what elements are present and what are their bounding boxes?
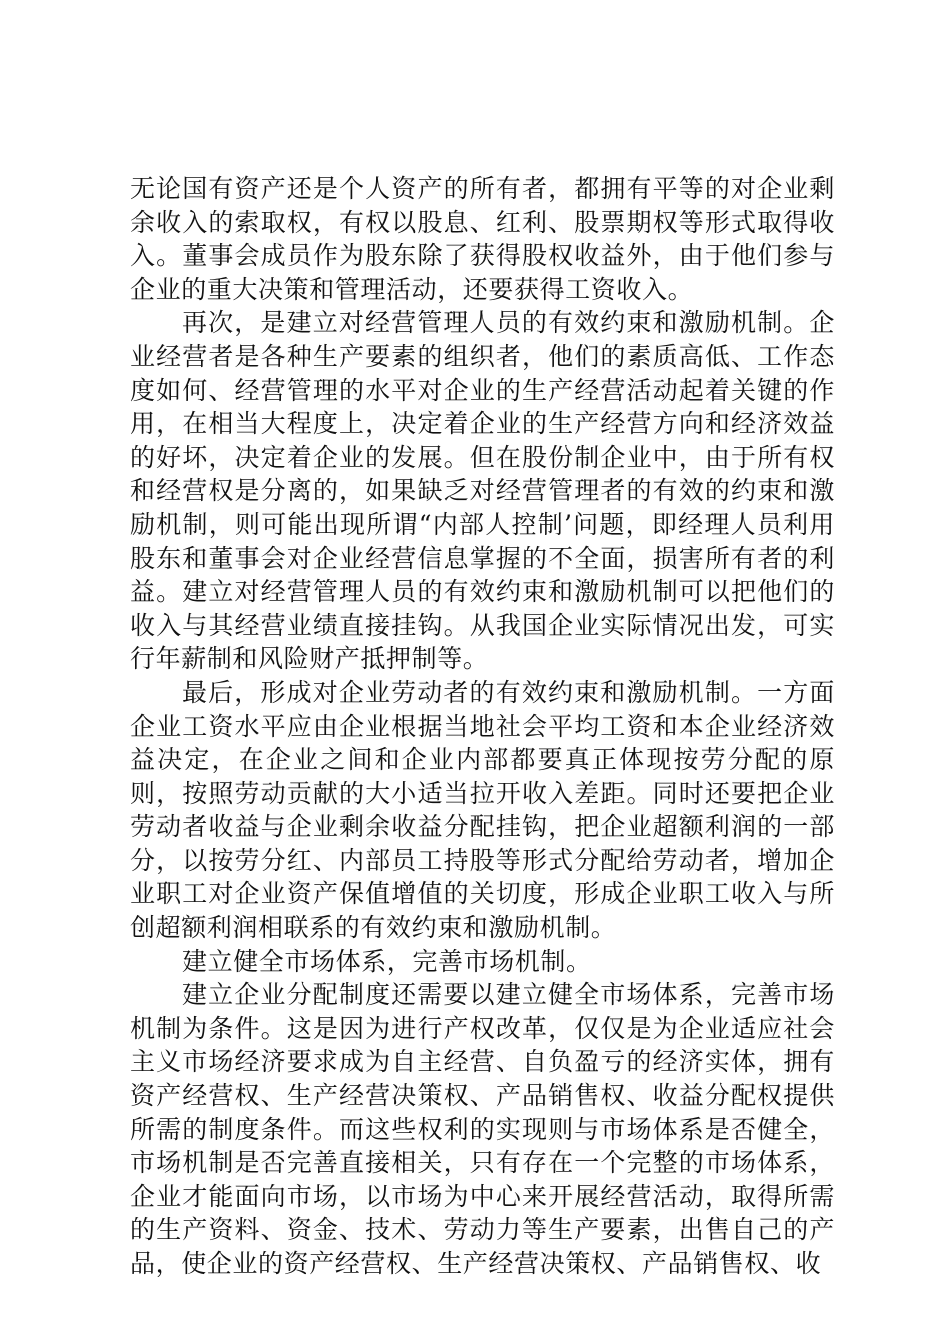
paragraph-market-mechanism: 建立企业分配制度还需要以建立健全市场体系，完善市场机制为条件。这是因为进行产权改革，仅仅是为企业适应社会主义市场经济要求成为自主经营、自负盈亏的经济实体，拥有资产经营权、生产经营决策权、产品销售权、收益分配权提供所需的制度条件。而这些权利的实现则与市场体系是否健全，市场机制是否完善直接相关，只有存在一个完整的市场体系，企业才能面向市场，以市场为中心来开展经营活动，取得所需的生产资料、资金、技术、劳动力等生产要素，出售自己的产品，使企业的资产经营权、生产经营决策权、产品销售权、收 <box>130 980 835 1278</box>
body-text <box>130 172 835 1281</box>
paragraph-continuation: 无论国有资产还是个人资产的所有者，都拥有平等的对企业剩余收入的索取权，有权以股息、红利、股票期权等形式取得收入。董事会成员作为股东除了获得股权收益外，由于他们参与企业的重大决策和管理活动，还要获得工资收入。 <box>130 174 835 304</box>
paragraph-manager-incentives: 再次，是建立对经营管理人员的有效约束和激励机制。企业经营者是各种生产要素的组织者，他们的素质高低、工作态度如何、经营管理的水平对企业的生产经营活动起着关键的作用，在相当大程度上，决定着企业的生产经营方向和经济效益的好坏，决定着企业的发展。但在股份制企业中，由于所有权和经营权是分离的，如果缺乏对经营管理者的有效的约束和激励机制，则可能出现所谓“内部人控制’问题，即经理人员利用股东和董事会对企业经营信息掌握的不全面，损害所有者的利益。建立对经营管理人员的有效约束和激励机制可以把他们的收入与其经营业绩直接挂钩。从我国企业实际情况出发，可实行年薪制和风险财产抵押制等。 <box>130 308 835 674</box>
paragraph-worker-incentives: 最后，形成对企业劳动者的有效约束和激励机制。一方面企业工资水平应由企业根据当地社会平均工资和本企业经济效益决定，在企业之间和企业内部都要真正体现按劳分配的原则，按照劳动贡献的大小适当拉开收入差距。同时还要把企业劳动者收益与企业剩余收益分配挂钩，把企业超额利润的一部分，以按劳分红、内部员工持股等形式分配给劳动者，增加企业职工对企业资产保值增值的关切度，形成企业职工收入与所创超额利润相联系的有效约束和激励机制。 <box>130 677 835 943</box>
section-heading-market-system: 建立健全市场体系，完善市场机制。 <box>182 946 592 976</box>
